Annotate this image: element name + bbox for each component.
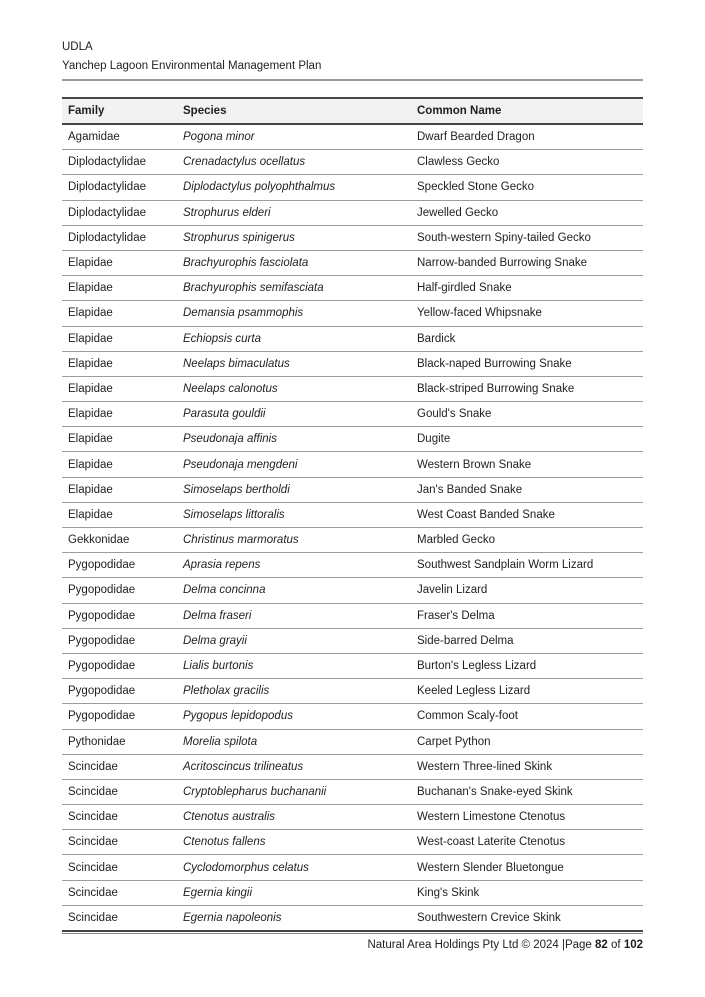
table-row <box>62 250 643 275</box>
table-row <box>62 729 643 754</box>
species-cell: Neelaps bimaculatus <box>177 351 411 376</box>
common-name-cell: King's Skink <box>411 880 643 905</box>
family-cell: Elapidae <box>62 326 177 351</box>
common-name-cell: Javelin Lizard <box>411 578 643 603</box>
family-cell: Elapidae <box>62 427 177 452</box>
family-cell: Pygopodidae <box>62 653 177 678</box>
common-name-cell: Keeled Legless Lizard <box>411 679 643 704</box>
table-row <box>62 603 643 628</box>
table-header-row <box>62 98 643 124</box>
common-name-cell: South-western Spiny-tailed Gecko <box>411 225 643 250</box>
species-cell: Morelia spilota <box>177 729 411 754</box>
family-cell: Elapidae <box>62 502 177 527</box>
family-cell: Diplodactylidae <box>62 200 177 225</box>
common-name-cell: Clawless Gecko <box>411 150 643 175</box>
common-name-cell: Western Limestone Ctenotus <box>411 805 643 830</box>
common-name-cell: Jan's Banded Snake <box>411 477 643 502</box>
common-name-cell: Speckled Stone Gecko <box>411 175 643 200</box>
footer-copyright-text: Natural Area Holdings Pty Ltd © 2024 |Page <box>367 939 596 951</box>
footer-divider <box>62 933 643 934</box>
common-name-cell: Black-striped Burrowing Snake <box>411 376 643 401</box>
family-cell: Elapidae <box>62 250 177 275</box>
table-row <box>62 880 643 905</box>
common-name-cell: Jewelled Gecko <box>411 200 643 225</box>
table-row <box>62 477 643 502</box>
page-footer <box>62 937 643 954</box>
table-row <box>62 502 643 527</box>
species-cell: Pygopus lepidopodus <box>177 704 411 729</box>
common-name-cell: Side-barred Delma <box>411 628 643 653</box>
table-row <box>62 376 643 401</box>
table-row <box>62 452 643 477</box>
family-cell: Scincidae <box>62 805 177 830</box>
document-header <box>62 38 643 81</box>
table-row <box>62 779 643 804</box>
table-row <box>62 754 643 779</box>
common-name-cell: Marbled Gecko <box>411 528 643 553</box>
species-cell: Lialis burtonis <box>177 653 411 678</box>
family-cell: Diplodactylidae <box>62 150 177 175</box>
family-cell: Elapidae <box>62 477 177 502</box>
common-name-cell: Western Three-lined Skink <box>411 754 643 779</box>
table-row <box>62 225 643 250</box>
species-cell: Cyclodomorphus celatus <box>177 855 411 880</box>
table-row <box>62 402 643 427</box>
family-cell: Pygopodidae <box>62 628 177 653</box>
species-cell: Delma grayii <box>177 628 411 653</box>
family-cell: Elapidae <box>62 301 177 326</box>
species-cell: Pseudonaja affinis <box>177 427 411 452</box>
common-name-cell: Black-naped Burrowing Snake <box>411 351 643 376</box>
common-name-cell: Southwest Sandplain Worm Lizard <box>411 553 643 578</box>
species-cell: Strophurus spinigerus <box>177 225 411 250</box>
column-header-species: Species <box>177 98 411 124</box>
species-cell: Christinus marmoratus <box>177 528 411 553</box>
common-name-cell: Narrow-banded Burrowing Snake <box>411 250 643 275</box>
family-cell: Scincidae <box>68 911 118 924</box>
species-cell: Pogona minor <box>177 124 411 150</box>
family-cell: Diplodactylidae <box>62 175 177 200</box>
common-name-cell: Dugite <box>411 427 643 452</box>
family-cell: Scincidae <box>62 880 177 905</box>
species-cell: Neelaps calonotus <box>177 376 411 401</box>
species-cell: Crenadactylus ocellatus <box>177 150 411 175</box>
species-cell: Ctenotus fallens <box>177 830 411 855</box>
table-row <box>62 805 643 830</box>
common-name-cell: Western Brown Snake <box>411 452 643 477</box>
family-cell: Scincidae <box>62 830 177 855</box>
common-name-cell: Buchanan's Snake-eyed Skink <box>411 779 643 804</box>
common-name-cell: Southwestern Crevice Skink <box>417 911 561 924</box>
common-name-cell: Gould's Snake <box>411 402 643 427</box>
family-cell: Scincidae <box>62 754 177 779</box>
table-row <box>62 427 643 452</box>
family-cell: Pythonidae <box>62 729 177 754</box>
table-row <box>62 830 643 855</box>
family-cell: Pygopodidae <box>62 553 177 578</box>
table-row <box>62 679 643 704</box>
common-name-cell: Burton's Legless Lizard <box>411 653 643 678</box>
family-cell: Gekkonidae <box>62 528 177 553</box>
common-name-cell: Half-girdled Snake <box>411 276 643 301</box>
document-title: Yanchep Lagoon Environmental Management Plan <box>62 60 322 72</box>
family-cell: Pygopodidae <box>62 603 177 628</box>
table-row <box>62 704 643 729</box>
footer-of-text: of <box>607 939 624 951</box>
column-header-common-name: Common Name <box>411 98 643 124</box>
species-cell: Cryptoblepharus buchananii <box>177 779 411 804</box>
table-row <box>62 276 643 301</box>
species-cell: Simoselaps bertholdi <box>177 477 411 502</box>
footer-page-number: 82 <box>595 939 608 951</box>
common-name-cell: Yellow-faced Whipsnake <box>411 301 643 326</box>
table-row <box>62 628 643 653</box>
footer-total-pages: 102 <box>623 939 643 951</box>
table-row <box>62 528 643 553</box>
table-row <box>62 653 643 678</box>
species-table <box>62 97 643 932</box>
org-name: UDLA <box>62 41 93 53</box>
family-cell: Elapidae <box>62 351 177 376</box>
family-cell: Elapidae <box>62 402 177 427</box>
table-row <box>62 301 643 326</box>
species-cell: Echiopsis curta <box>177 326 411 351</box>
species-cell: Pseudonaja mengdeni <box>177 452 411 477</box>
column-header-family: Family <box>62 98 177 124</box>
table-row <box>62 150 643 175</box>
table-row <box>62 124 643 150</box>
table-row <box>62 351 643 376</box>
species-cell: Delma fraseri <box>177 603 411 628</box>
table-row <box>62 855 643 880</box>
table-row <box>62 200 643 225</box>
species-cell: Egernia kingii <box>177 880 411 905</box>
family-cell: Elapidae <box>62 452 177 477</box>
species-cell: Pletholax gracilis <box>177 679 411 704</box>
common-name-cell: Dwarf Bearded Dragon <box>411 124 643 150</box>
family-cell: Elapidae <box>62 276 177 301</box>
family-cell: Elapidae <box>62 376 177 401</box>
species-cell: Aprasia repens <box>177 553 411 578</box>
table-row <box>62 326 643 351</box>
table-row <box>62 905 643 931</box>
species-cell: Parasuta gouldii <box>177 402 411 427</box>
species-cell: Brachyurophis semifasciata <box>177 276 411 301</box>
family-cell: Agamidae <box>62 124 177 150</box>
common-name-cell: Fraser's Delma <box>411 603 643 628</box>
species-cell: Brachyurophis fasciolata <box>177 250 411 275</box>
common-name-cell: Common Scaly-foot <box>411 704 643 729</box>
common-name-cell: West Coast Banded Snake <box>411 502 643 527</box>
family-cell: Pygopodidae <box>62 578 177 603</box>
species-cell: Egernia napoleonis <box>183 911 282 924</box>
family-cell: Scincidae <box>62 855 177 880</box>
table-body <box>62 124 643 931</box>
species-cell: Acritoscincus trilineatus <box>177 754 411 779</box>
common-name-cell: West-coast Laterite Ctenotus <box>411 830 643 855</box>
family-cell: Scincidae <box>62 779 177 804</box>
table-row <box>62 553 643 578</box>
common-name-cell: Bardick <box>411 326 643 351</box>
species-cell: Diplodactylus polyophthalmus <box>177 175 411 200</box>
species-cell: Strophurus elderi <box>177 200 411 225</box>
common-name-cell: Carpet Python <box>411 729 643 754</box>
table-row <box>62 175 643 200</box>
species-cell: Ctenotus australis <box>177 805 411 830</box>
species-cell: Simoselaps littoralis <box>177 502 411 527</box>
table-row <box>62 578 643 603</box>
family-cell: Pygopodidae <box>62 679 177 704</box>
species-cell: Delma concinna <box>177 578 411 603</box>
common-name-cell: Western Slender Bluetongue <box>411 855 643 880</box>
species-cell: Demansia psammophis <box>177 301 411 326</box>
family-cell: Pygopodidae <box>62 704 177 729</box>
family-cell: Diplodactylidae <box>62 225 177 250</box>
